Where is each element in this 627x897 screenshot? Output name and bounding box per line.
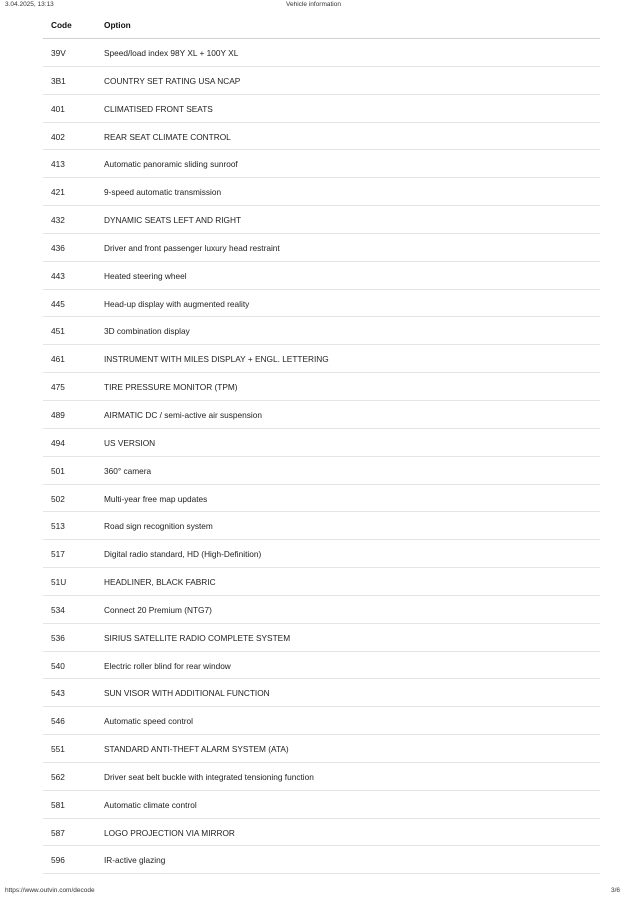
- table-row: [43, 345, 600, 373]
- option-description: Road sign recognition system: [104, 521, 213, 532]
- table-row: [43, 791, 600, 819]
- table-row: [43, 234, 600, 262]
- option-description: INSTRUMENT WITH MILES DISPLAY + ENGL. LETTERING: [104, 354, 329, 365]
- option-code: 543: [51, 688, 65, 699]
- option-code: 51U: [51, 577, 67, 588]
- table-row: [43, 540, 600, 568]
- option-description: Automatic climate control: [104, 799, 197, 810]
- column-header-option: Option: [104, 20, 131, 30]
- option-code: 501: [51, 465, 65, 476]
- option-description: Driver seat belt buckle with integrated tensioning function: [104, 771, 314, 782]
- option-description: Driver and front passenger luxury head restraint: [104, 242, 280, 253]
- option-code: 546: [51, 716, 65, 727]
- table-row: [43, 512, 600, 540]
- table-row: [43, 290, 600, 318]
- table-row: [43, 67, 600, 95]
- option-description: Digital radio standard, HD (High-Definition): [104, 549, 262, 560]
- option-description: REAR SEAT CLIMATE CONTROL: [104, 131, 231, 142]
- option-description: 9-speed automatic transmission: [104, 187, 222, 198]
- option-description: Electric roller blind for rear window: [104, 660, 231, 671]
- option-description: Connect 20 Premium (NTG7): [104, 604, 212, 615]
- option-description: 360° camera: [104, 465, 152, 476]
- table-row: [43, 150, 600, 178]
- table-row: [43, 819, 600, 847]
- option-description: COUNTRY SET RATING USA NCAP: [104, 75, 241, 86]
- option-description: Speed/load index 98Y XL + 100Y XL: [104, 48, 239, 58]
- table-row: [43, 123, 600, 151]
- option-code: 443: [51, 270, 65, 281]
- option-description: Head-up display with augmented reality: [104, 298, 250, 309]
- option-code: 445: [51, 298, 65, 309]
- option-description: TIRE PRESSURE MONITOR (TPM): [104, 382, 238, 393]
- table-row: [43, 846, 600, 874]
- option-code: 3B1: [51, 75, 66, 86]
- option-description: LOGO PROJECTION VIA MIRROR: [104, 827, 235, 838]
- option-code: 421: [51, 187, 65, 198]
- table-row: [43, 707, 600, 735]
- table-row: [43, 95, 600, 123]
- option-code: 596: [51, 855, 65, 866]
- print-date: 3.04.2025, 13:13: [5, 1, 54, 8]
- table-row: [43, 178, 600, 206]
- option-code: 432: [51, 215, 65, 226]
- option-description: SUN VISOR WITH ADDITIONAL FUNCTION: [104, 688, 270, 699]
- option-code: 436: [51, 242, 65, 253]
- table-row: [43, 457, 600, 485]
- option-code: 401: [51, 103, 65, 114]
- option-code: 562: [51, 771, 65, 782]
- option-code: 581: [51, 799, 65, 810]
- option-description: Automatic speed control: [104, 716, 194, 727]
- table-header-row: [43, 11, 600, 39]
- option-code: 534: [51, 604, 65, 615]
- column-header-code: Code: [51, 20, 72, 30]
- table-row: [43, 652, 600, 680]
- option-code: 475: [51, 382, 65, 393]
- option-description: HEADLINER, BLACK FABRIC: [104, 577, 216, 588]
- table-row: [43, 206, 600, 234]
- option-code: 513: [51, 521, 65, 532]
- table-row: [43, 596, 600, 624]
- option-description: Automatic panoramic sliding sunroof: [104, 159, 238, 170]
- option-description: Multi-year free map updates: [104, 493, 208, 504]
- table-row: [43, 401, 600, 429]
- option-description: CLIMATISED FRONT SEATS: [104, 103, 213, 114]
- options-table: [43, 11, 600, 874]
- table-row: [43, 568, 600, 596]
- option-code: 413: [51, 159, 65, 170]
- option-code: 451: [51, 326, 65, 337]
- option-code: 489: [51, 409, 65, 420]
- option-code: 461: [51, 354, 65, 365]
- option-code: 494: [51, 437, 65, 448]
- option-code: 402: [51, 131, 65, 142]
- page-title: Vehicle information: [286, 1, 341, 8]
- page-header: [0, 0, 627, 11]
- option-description: 3D combination display: [104, 326, 190, 337]
- option-code: 587: [51, 827, 65, 838]
- option-description: IR-active glazing: [104, 855, 166, 866]
- page-url: https://www.outvin.com/decode: [5, 887, 95, 894]
- option-description: US VERSION: [104, 437, 156, 448]
- option-description: AIRMATIC DC / semi-active air suspension: [104, 409, 262, 420]
- option-description: SIRIUS SATELLITE RADIO COMPLETE SYSTEM: [104, 632, 291, 643]
- table-body: [43, 39, 600, 874]
- table-row: [43, 679, 600, 707]
- table-row: [43, 735, 600, 763]
- option-description: Heated steering wheel: [104, 270, 187, 281]
- option-code: 540: [51, 660, 65, 671]
- table-row: [43, 624, 600, 652]
- table-row: [43, 39, 600, 67]
- table-row: [43, 373, 600, 401]
- table-row: [43, 429, 600, 457]
- option-code: 502: [51, 493, 65, 504]
- table-row: [43, 763, 600, 791]
- page-number: 3/6: [610, 887, 620, 894]
- option-code: 551: [51, 744, 65, 755]
- option-code: 536: [51, 632, 65, 643]
- option-description: DYNAMIC SEATS LEFT AND RIGHT: [104, 215, 242, 226]
- table-row: [43, 317, 600, 345]
- option-description: STANDARD ANTI-THEFT ALARM SYSTEM (ATA): [104, 744, 289, 755]
- option-code: 39V: [51, 48, 66, 58]
- page-footer: [0, 886, 627, 897]
- option-code: 517: [51, 549, 65, 560]
- table-row: [43, 485, 600, 513]
- table-row: [43, 262, 600, 290]
